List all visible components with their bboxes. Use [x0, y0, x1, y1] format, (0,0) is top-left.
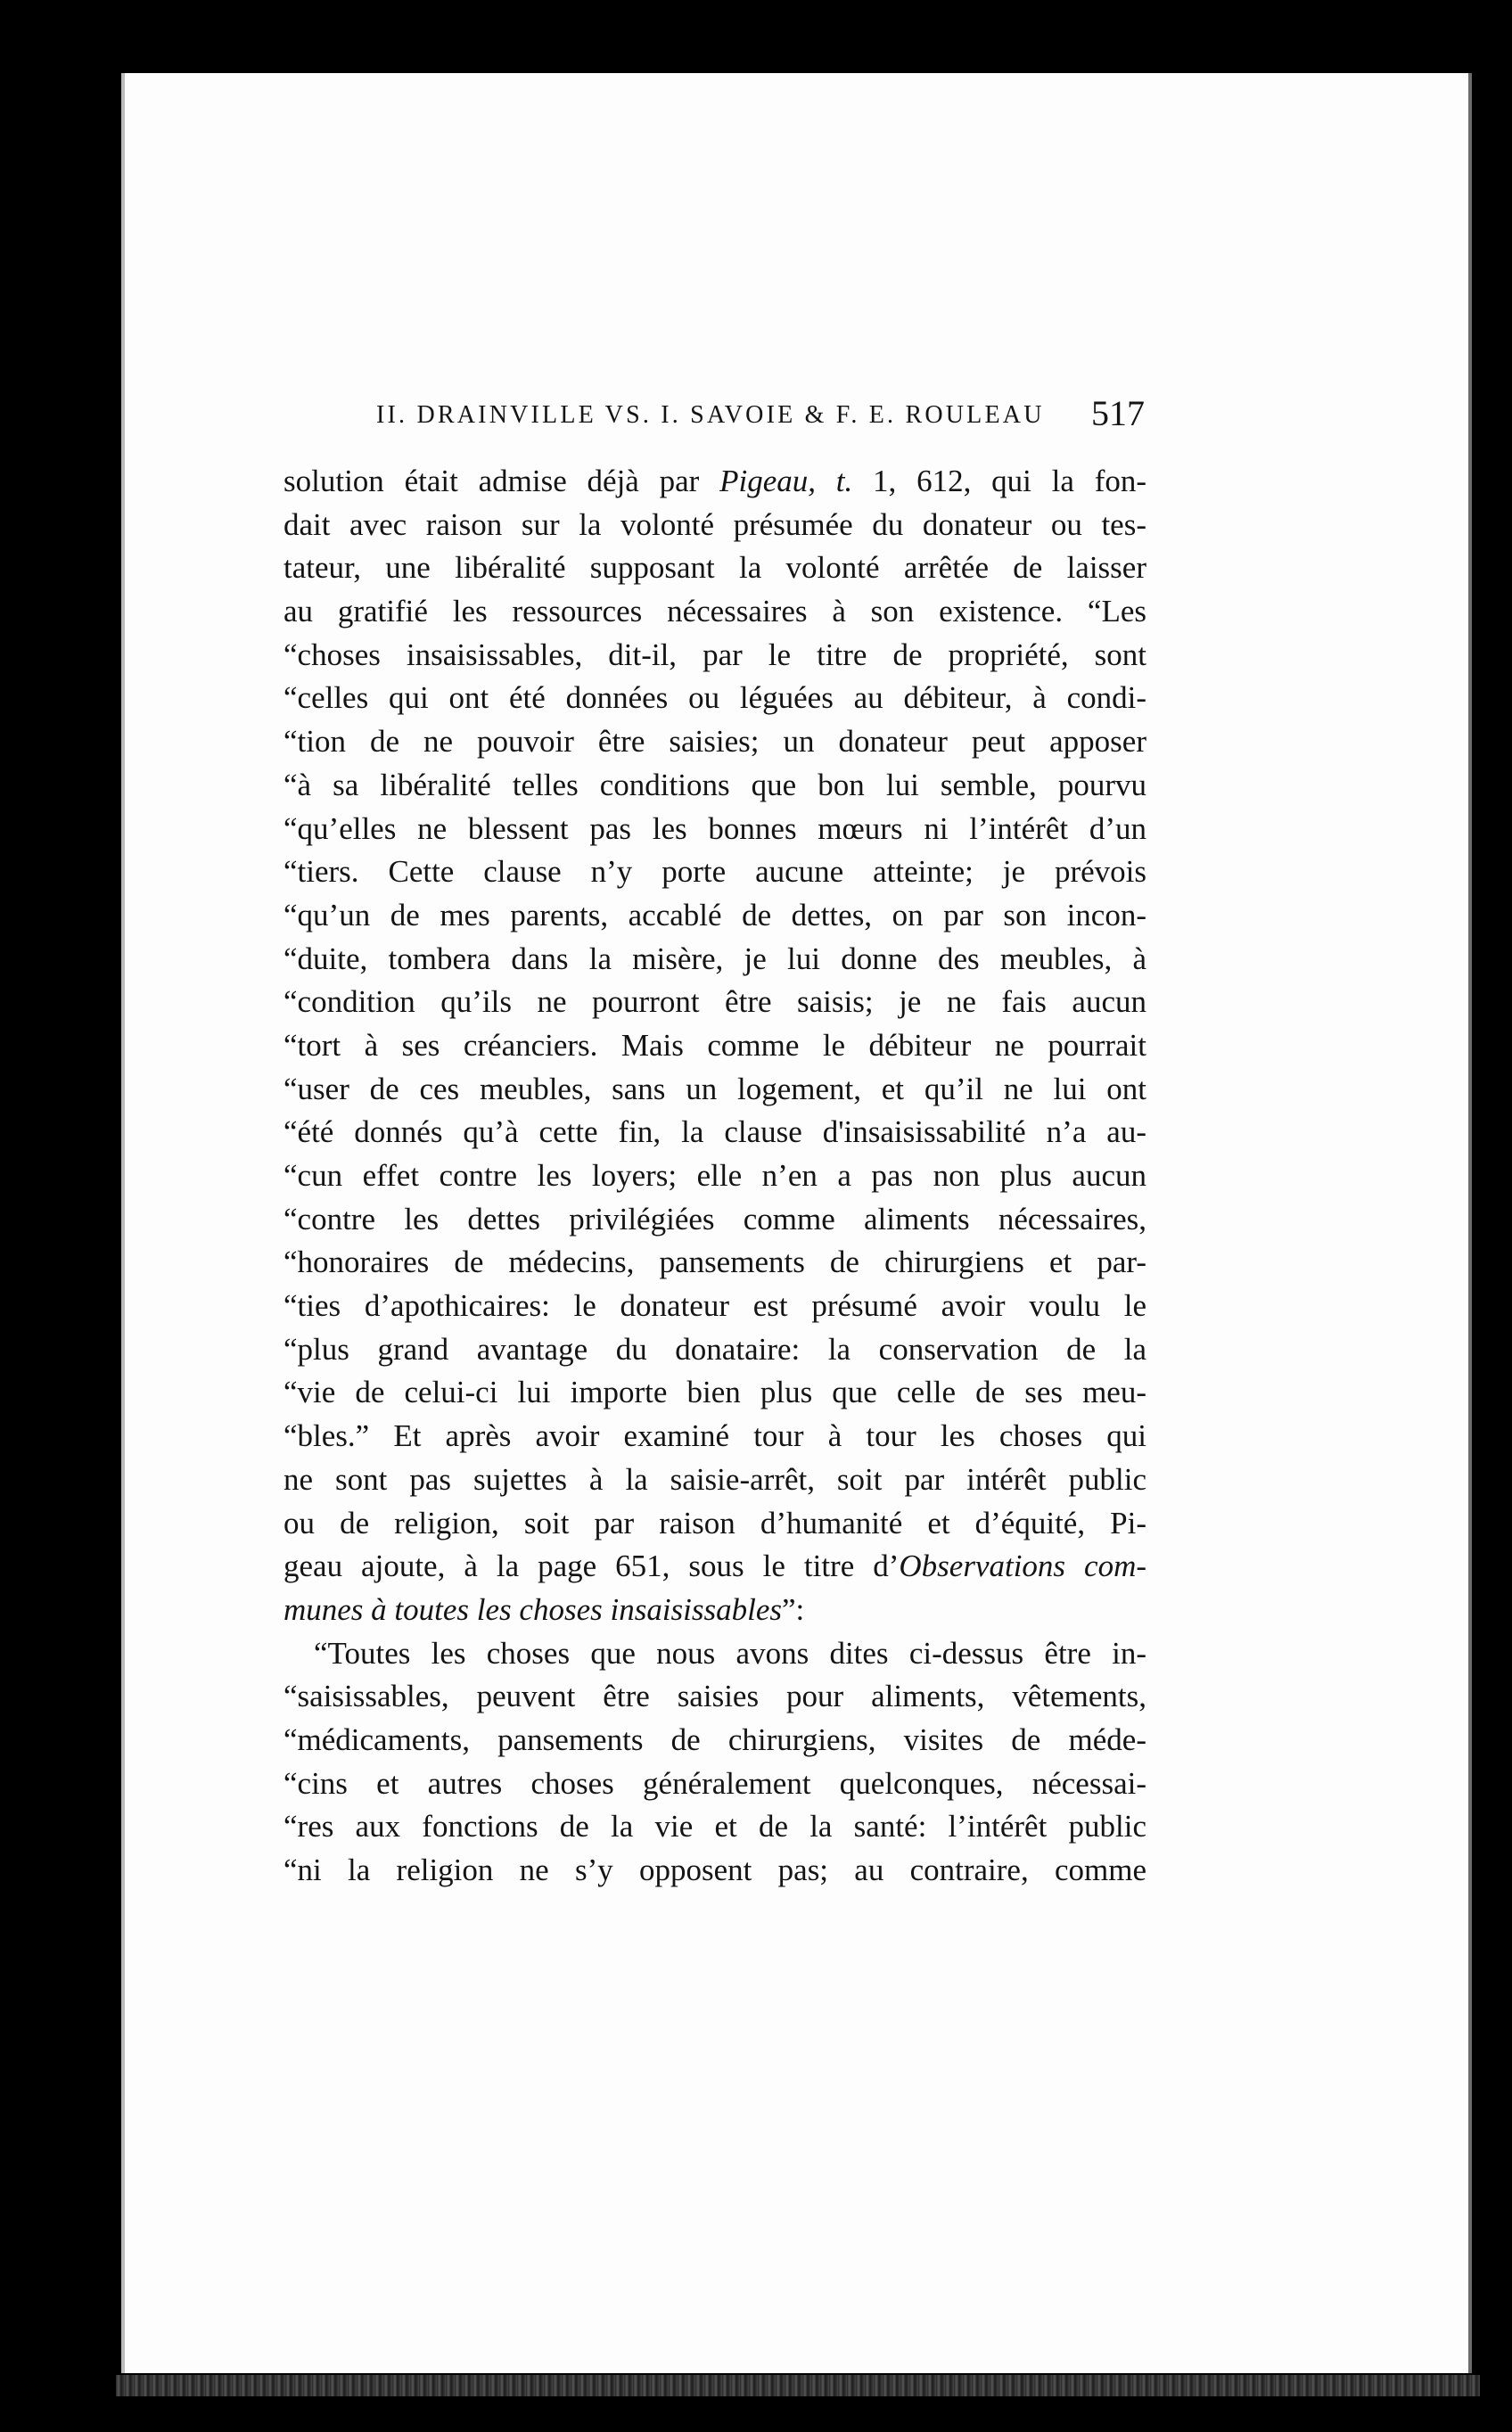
- text-line: [284, 677, 1146, 720]
- text-line: [284, 720, 1146, 764]
- text-segment: 1, 612, qui la fon-: [852, 464, 1146, 498]
- text-segment: “tort à ses créanciers. Mais comme le débiteur ne pourrait: [284, 1027, 1146, 1063]
- text-line: [284, 504, 1146, 547]
- text-line: [284, 460, 1146, 504]
- text-segment: “honoraires de médecins, pansements de chirurgiens et par-: [284, 1245, 1146, 1280]
- text-line: [284, 1154, 1146, 1198]
- text-line: [284, 1198, 1146, 1242]
- text-segment: “res aux fonctions de la vie et de la santé: l’intérêt public: [284, 1809, 1146, 1845]
- text-line: [284, 808, 1146, 851]
- text-segment: “plus grand avantage du donataire: la conservation de la: [284, 1331, 1146, 1367]
- text-line: [284, 1111, 1146, 1154]
- text-segment: ne sont pas sujettes à la saisie-arrêt, soit par intérêt public: [284, 1461, 1146, 1497]
- text-segment: “tion de ne pouvoir être saisies; un donateur peut apposer: [284, 724, 1146, 760]
- text-line: [284, 590, 1146, 634]
- text-segment: “médicaments, pansements de chirurgiens, visites de méde-: [284, 1721, 1146, 1757]
- text-segment: ou de religion, soit par raison d’humanité et d’équité, Pi-: [284, 1505, 1146, 1541]
- page-edge-shadow: [116, 2375, 1480, 2396]
- text-segment: “contre les dettes privilégiées comme aliments nécessaires,: [284, 1201, 1146, 1237]
- page-number: 517: [1091, 393, 1145, 433]
- running-header: [376, 392, 1145, 446]
- text-segment: “cun effet contre les loyers; elle n’en a pas non plus aucun: [284, 1158, 1146, 1193]
- body-text: [284, 460, 1146, 1893]
- text-line: [284, 981, 1146, 1024]
- text-line: [284, 1589, 1146, 1632]
- text-line: [284, 938, 1146, 982]
- text-line: [284, 1545, 1146, 1589]
- text-segment: “Toutes les choses que nous avons dites ci-dessus être in-: [314, 1635, 1146, 1671]
- text-segment: “ties d’apothicaires: le donateur est présumé avoir voulu le: [284, 1288, 1146, 1324]
- text-segment: “celles qui ont été données ou léguées au débiteur, à condi-: [284, 680, 1146, 716]
- text-line: [284, 1805, 1146, 1849]
- italic-text-segment: Observations com-: [899, 1549, 1146, 1584]
- text-segment: tateur, une libéralité supposant la volonté arrêtée de laisser: [284, 550, 1146, 586]
- text-line: [284, 1415, 1146, 1458]
- text-line: [284, 1241, 1146, 1285]
- text-segment: “ni la religion ne s’y opposent pas; au contraire, comme: [284, 1853, 1146, 1887]
- italic-text-segment: munes à toutes les choses insaisissables: [284, 1591, 783, 1627]
- text-segment: “été donnés qu’à cette fin, la clause d'insaisissabilité n’a au-: [284, 1114, 1146, 1150]
- text-line: [284, 1068, 1146, 1112]
- text-segment: au gratifié les ressources nécessaires à son existence. “Les: [284, 594, 1146, 629]
- text-line: [284, 1458, 1146, 1502]
- text-segment: “vie de celui-ci lui importe bien plus que celle de ses meu-: [284, 1375, 1146, 1410]
- text-line: [284, 1328, 1146, 1372]
- text-line: [284, 546, 1146, 590]
- text-line: [284, 1371, 1146, 1415]
- text-line: [284, 634, 1146, 678]
- text-segment: “qu’elles ne blessent pas les bonnes mœurs ni l’intérêt d’un: [284, 810, 1146, 846]
- text-line: [284, 1632, 1146, 1676]
- text-segment: “duite, tombera dans la misère, je lui donne des meubles, à: [284, 941, 1146, 976]
- text-line: [284, 850, 1146, 894]
- text-segment: ”:: [782, 1591, 805, 1627]
- text-segment: “saisissables, peuvent être saisies pour aliments, vêtements,: [284, 1679, 1146, 1714]
- text-line: [284, 1502, 1146, 1546]
- text-segment: “à sa libéralité telles conditions que bon lui semble, pourvu: [284, 767, 1146, 802]
- running-header-title: II. DRAINVILLE VS. I. SAVOIE & F. E. ROULEAU: [376, 401, 1045, 429]
- text-segment: “user de ces meubles, sans un logement, et qu’il ne lui ont: [284, 1071, 1146, 1106]
- italic-text-segment: Pigeau, t.: [719, 464, 853, 498]
- text-line: [284, 764, 1146, 808]
- text-line: [284, 1762, 1146, 1806]
- text-line: [284, 1285, 1146, 1328]
- text-segment: “qu’un de mes parents, accablé de dettes, on par son incon-: [284, 897, 1146, 933]
- text-segment: “tiers. Cette clause n’y porte aucune atteinte; je prévois: [284, 854, 1146, 890]
- text-segment: dait avec raison sur la volonté présumée du donateur ou tes-: [284, 506, 1146, 542]
- text-segment: “bles.” Et après avoir examiné tour à tour les choses qui: [284, 1418, 1146, 1454]
- text-segment: “cins et autres choses généralement quelconques, nécessai-: [284, 1765, 1146, 1801]
- text-line: [284, 1719, 1146, 1762]
- text-segment: “choses insaisissables, dit-il, par le titre de propriété, sont: [284, 637, 1146, 672]
- text-line: [284, 894, 1146, 938]
- text-segment: geau ajoute, à la page 651, sous le titre d’: [284, 1549, 900, 1584]
- text-line: [284, 1024, 1146, 1068]
- text-segment: solution était admise déjà par: [284, 464, 720, 498]
- text-line: [284, 1849, 1146, 1893]
- text-line: [284, 1675, 1146, 1719]
- text-segment: “condition qu’ils ne pourront être saisis; je ne fais aucun: [284, 984, 1146, 1020]
